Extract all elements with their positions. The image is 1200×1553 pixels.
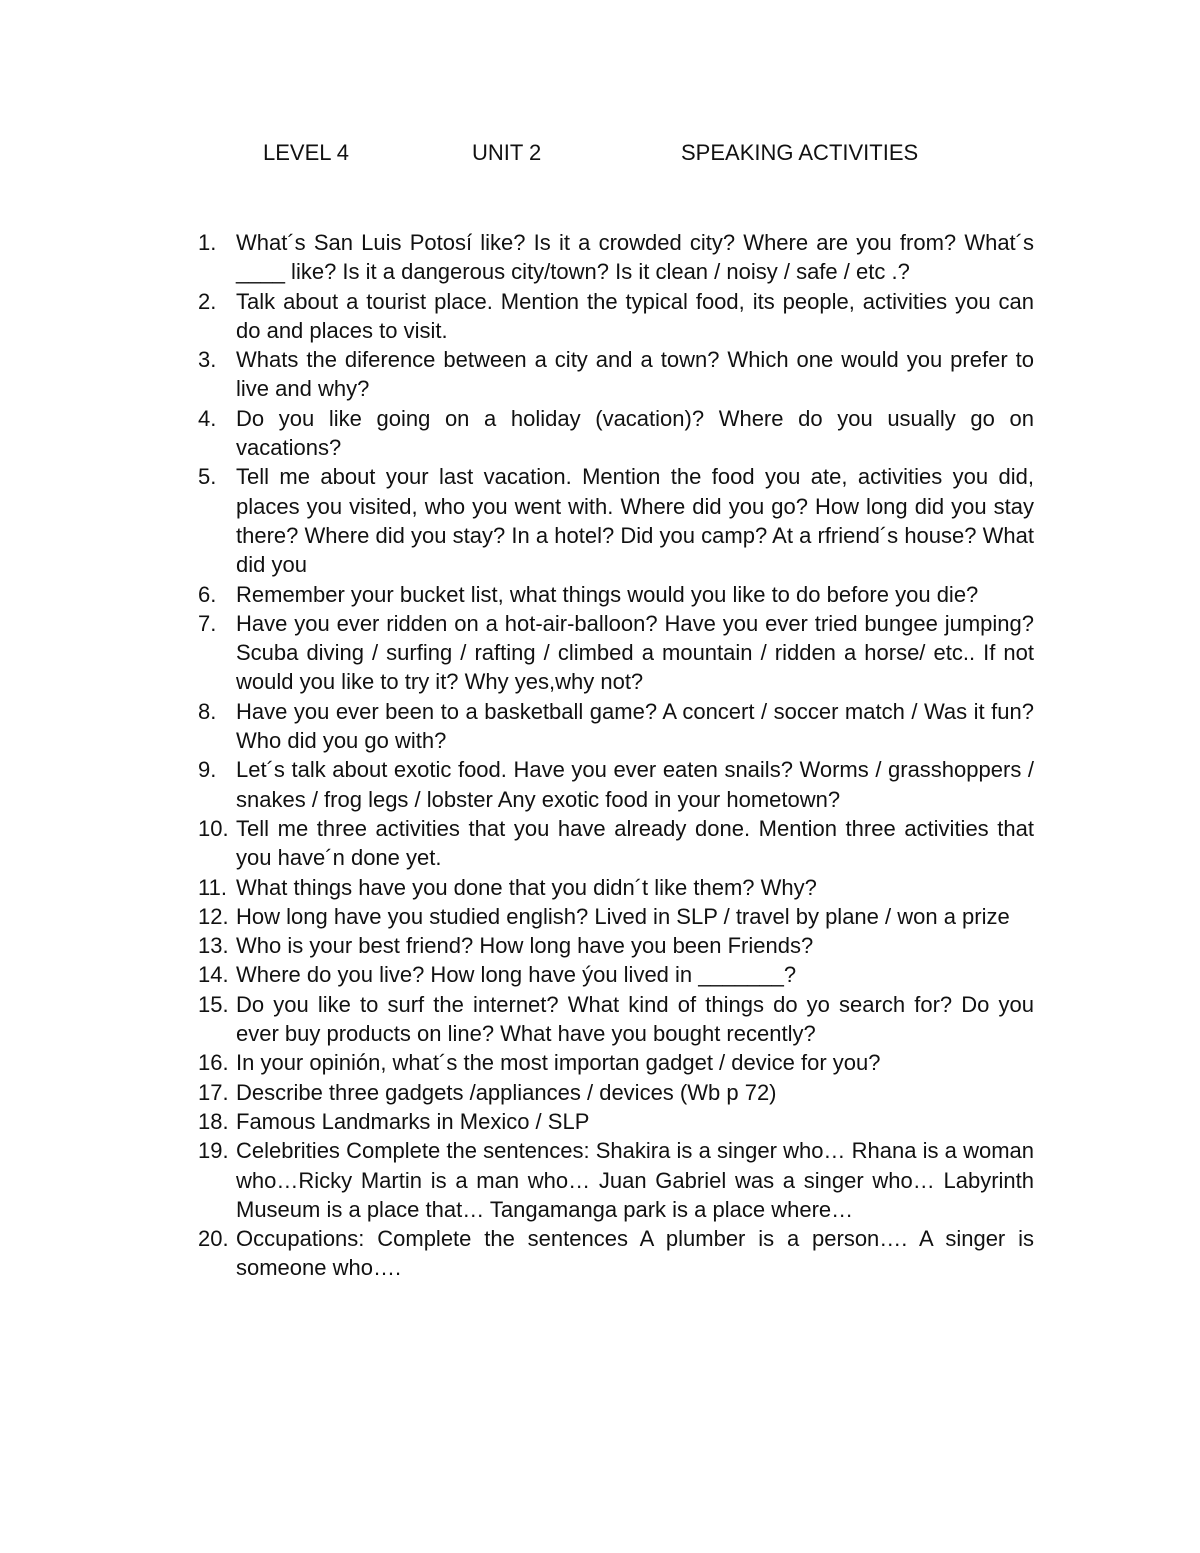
question-item <box>198 462 1034 579</box>
question-number: 18. <box>198 1108 229 1134</box>
question-item <box>198 1078 1034 1107</box>
header-title: SPEAKING ACTIVITIES <box>681 140 919 165</box>
question-number: 14. <box>198 962 229 988</box>
question-number: 4. <box>198 405 217 431</box>
question-number: 9. <box>198 757 217 783</box>
question-number: 16. <box>198 1050 229 1076</box>
question-number: 11. <box>198 874 227 900</box>
question-item <box>198 287 1034 346</box>
question-text: Who is your best friend? How long have you been Friends? <box>236 933 814 959</box>
question-item <box>198 990 1034 1049</box>
question-item <box>198 814 1034 873</box>
question-item <box>198 580 1034 609</box>
question-number: 1. <box>198 230 217 255</box>
question-text: In your opinión, what´s the most importan gadget / device for you? <box>236 1050 881 1076</box>
question-text: Do you like to surf the internet? What kind of things do yo search for? Do you ever buy products on line? What have you bought recently? <box>236 991 1034 1047</box>
question-text: Where do you live? How long have ýou lived in _______? <box>236 962 797 988</box>
header-level: LEVEL 4 <box>263 140 350 165</box>
question-item <box>198 1107 1034 1136</box>
question-number: 19. <box>198 1138 229 1164</box>
question-number: 15. <box>198 991 229 1017</box>
question-number: 6. <box>198 581 217 607</box>
question-text: Tell me three activities that you have already done. Mention three activities that you have´n done yet. <box>236 815 1034 871</box>
question-item <box>198 902 1034 931</box>
question-item <box>198 697 1034 756</box>
question-number: 5. <box>198 464 217 490</box>
question-text: What things have you done that you didn´t like them? Why? <box>236 874 817 900</box>
question-item <box>198 755 1034 814</box>
question-text: How long have you studied english? Lived in SLP / travel by plane / won a prize <box>236 903 1010 929</box>
question-item <box>198 960 1034 989</box>
question-text: Talk about a tourist place. Mention the typical food, its people, activities you can do and places to visit. <box>236 288 1034 343</box>
question-number: 20. <box>198 1226 229 1252</box>
question-number: 17. <box>198 1079 229 1105</box>
question-text: Do you like going on a holiday (vacation)? Where do you usually go on vacations? <box>236 405 1034 461</box>
question-item <box>198 1136 1034 1224</box>
question-text: What´s San Luis Potosí like? Is it a crowded city? Where are you from? What´s ____ like? Is it a dangerous city/town? Is it clean / noisy / safe / etc .? <box>236 230 1034 285</box>
question-item <box>198 873 1034 902</box>
question-number: 7. <box>198 610 217 636</box>
question-number: 2. <box>198 288 217 314</box>
question-text: Famous Landmarks in Mexico / SLP <box>236 1108 590 1134</box>
question-text: Whats the diference between a city and a town? Which one would you prefer to live and why? <box>236 347 1034 402</box>
question-text: Have you ever been to a basketball game? A concert / soccer match / Was it fun? Who did you go with? <box>236 698 1034 754</box>
question-text: Describe three gadgets /appliances / devices (Wb p 72) <box>236 1079 777 1105</box>
question-text: Celebrities Complete the sentences: Shakira is a singer who… Rhana is a woman who…Ricky Martin is a man who… Juan Gabriel was a singer who… Labyrinth Museum is a place that… Tangamanga park is a place where… <box>236 1138 1034 1222</box>
question-text: Let´s talk about exotic food. Have you ever eaten snails? Worms / grasshoppers / snakes / frog legs / lobster Any exotic food in your hometown? <box>236 757 1034 812</box>
question-item <box>198 609 1034 697</box>
question-number: 13. <box>198 933 229 959</box>
question-number: 12. <box>198 903 229 929</box>
question-text: Remember your bucket list, what things would you like to do before you die? <box>236 581 979 607</box>
question-item <box>198 1224 1034 1283</box>
question-item <box>198 404 1034 463</box>
question-item <box>198 345 1034 404</box>
question-item <box>198 1048 1034 1077</box>
question-text: Tell me about your last vacation. Mention the food you ate, activities you did, places you visited, who you went with. Where did you go? How long did you stay there? Where did you stay? In a hotel? Did you camp? At a rfriend´s house? What did you <box>236 464 1034 578</box>
question-number: 8. <box>198 698 217 724</box>
question-text: Have you ever ridden on a hot-air-balloon? Have you ever tried bungee jumping? Scuba diving / surfing / rafting / climbed a mountain / ridden a horse/ etc.. If not would you like to try it? Why yes,why not? <box>236 610 1034 695</box>
question-number: 3. <box>198 347 217 373</box>
page-header <box>0 138 1200 168</box>
question-item <box>198 228 1034 287</box>
header-unit: UNIT 2 <box>472 140 542 165</box>
question-text: Occupations: Complete the sentences A plumber is a person…. A singer is someone who…. <box>236 1226 1034 1281</box>
question-item <box>198 931 1034 960</box>
question-number: 10. <box>198 815 229 841</box>
question-list <box>198 228 1034 1283</box>
